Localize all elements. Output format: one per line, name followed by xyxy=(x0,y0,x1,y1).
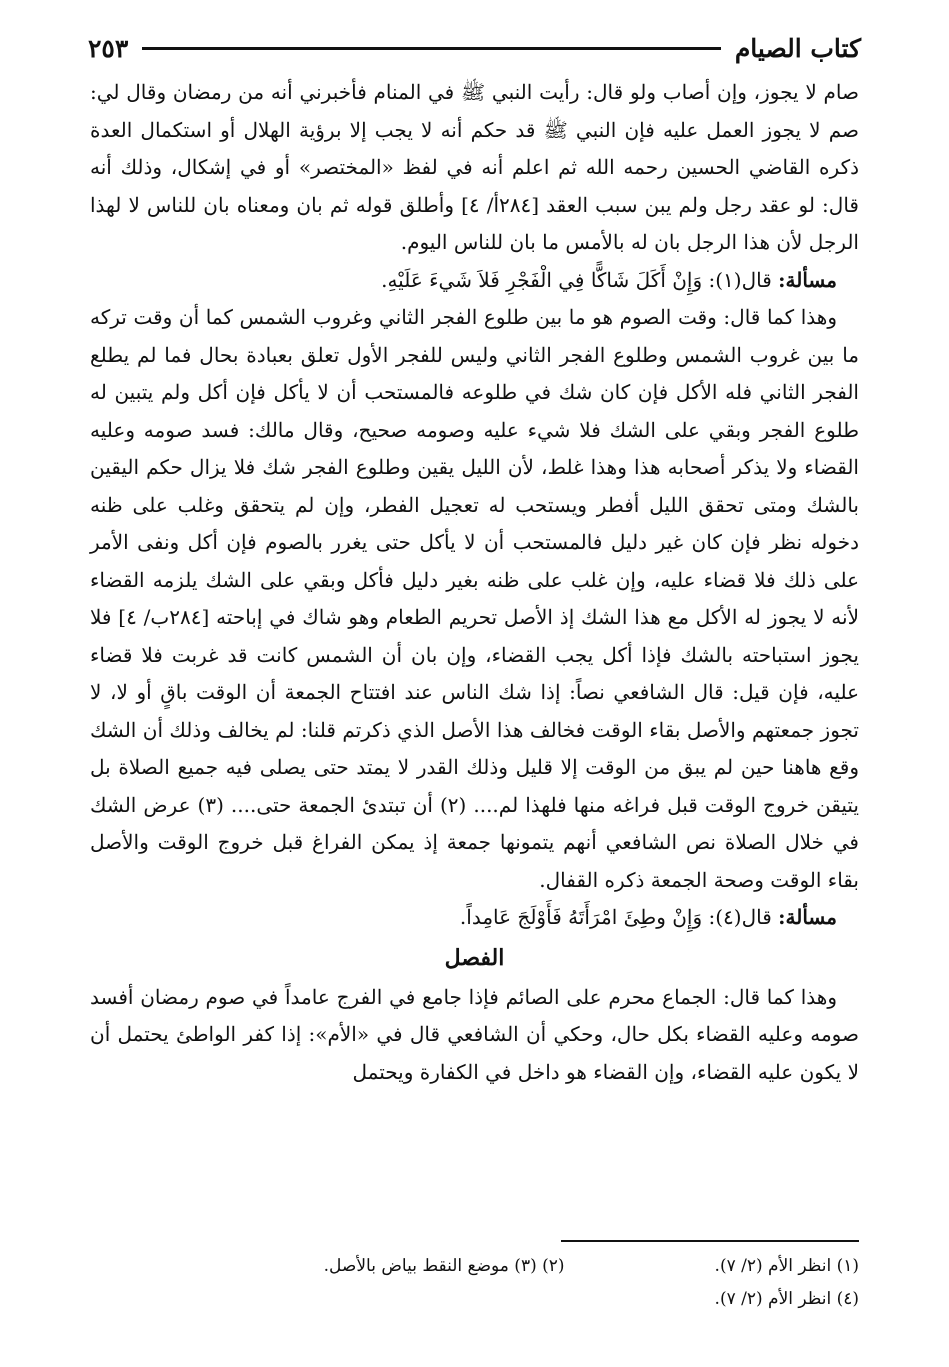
paragraph-1: صام لا يجوز، وإن أصاب ولو قال: رأيت النبي ﷺ في المنام فأخبرني أنه من رمضان وقال لي: صم لا يجوز العمل عليه فإن النبي ﷺ قد حكم أنه لا يجب إلا برؤية الهلال أو استكمال العدة ذكره القاضي الحسين رحمه الله ثم اعلم أنه في لفظ «المختصر» أو في إشكال، وذلك أنه قال: لو عقد رجل ولم يبن سبب العقد [٢٨٤أ/ ٤] وأطلق قوله ثم بان ومعناه بان للناس لا لهذا الرجل لأن هذا الرجل بان له بالأمس ما بان للناس اليوم. xyxy=(90,80,860,254)
footnote-4: (٤) انظر الأم (٢/ ٧). xyxy=(714,1289,859,1309)
footnote-rule xyxy=(561,1240,859,1242)
masala-1 xyxy=(90,262,859,300)
main-text xyxy=(90,74,859,1091)
header-rule xyxy=(142,47,721,50)
footnote-1: (١) انظر الأم (٢/ ٧). xyxy=(714,1256,859,1276)
masala-1-label: مسألة: xyxy=(778,267,837,292)
page-number: ٢٥٣ xyxy=(88,33,129,63)
masala-1-text: قال(١): وَإِنْ أَكَلَ شَاكًّا فِي الْفَجْرِ فَلاَ شَيءَ عَلَيْهِ. xyxy=(381,267,772,292)
paragraph-3: وهذا كما قال: الجماع محرم على الصائم فإذا جامع في الفرج عامداً في صوم رمضان أفسد صومه وعليه القضاء بكل حال، وحكي أن الشافعي قال في «الأم»: إذا كفر الواطئ يحتمل أن لا يكون عليه القضاء، وإن القضاء هو داخل في الكفارة ويحتمل xyxy=(90,984,859,1084)
footnotes xyxy=(90,1250,859,1316)
footnote-row-2 xyxy=(90,1283,859,1316)
chapter-title: كتاب الصيام xyxy=(734,33,861,63)
footnote-2-3: (٢) (٣) موضع النقط بياض بالأصل. xyxy=(323,1256,565,1276)
section-heading: الفصل xyxy=(444,944,505,971)
masala-2-text: قال(٤): وَإِنْ وطِئَ امْرَأَتَهُ فَأَوْلَجَ عَامِداً. xyxy=(459,905,772,929)
paragraph-2: وهذا كما قال: وقت الصوم هو ما بين طلوع الفجر الثاني وغروب الشمس كما أن وقت تركه ما بين غروب الشمس وطلوع الفجر الثاني وليس للفجر الأول تعلق بعبادة بحال فما لم يطلع الفجر الثاني فله الأكل فإن كان شك في طلوعه فالمستحب أن لا يأكل فإن أكل ولم يتبين له طلوع الفجر وبقي على الشك فلا شيء عليه وصومه صحيح، وقال مالك: فسد صومه وعليه القضاء ولا يذكر أصحابه هذا وهذا غلط، لأن الليل يقين وطلوع الفجر شك فلا يزال حكم اليقين بالشك ومتى تحقق الليل أفطر ويستحب له تعجيل الفطر، وإن لم يتحقق وغلب على ظنه دخوله نظر فإن كان غير دليل فالمستحب أن لا يأكل حتى يغرر بالصوم فإن أكل ونفى الأمر على ذلك فلا قضاء عليه، وإن غلب على ظنه بغير دليل فأكل وبقي على الشك يلزمه القضاء لأنه لا يجوز له الأكل مع هذا الشك إذ الأصل تحريم الطعام وهو شاك في إباحته [٢٨٤ب/ ٤] فلا يجوز استباحته بالشك فإذا أكل يجب القضاء، وإن بان أن الشمس كانت قد غربت فلا قضاء عليه، فإن قيل: قال الشافعي نصاً: إذا شك الناس عند افتتاح الجمعة أن الوقت باقٍ أو لا، لا تجوز جمعتهم والأصل بقاء الوقت فخالف هذا الأصل الذي ذكرتم قلنا: لم يخالف وذلك أن الشك وقع هاهنا حين لم يبق من الوقت إلا قليل وذلك القدر لا يمتد حتى يصلى فيه جميع الصلاة بل يتيقن خروج الوقت قبل فراغه منها فلهذا لم.... (٢) أن تبتدئ الجمعة حتى.... (٣) عرض الشك في خلال الصلاة نص الشافعي أنهم يتمونها جمعة إذ يمكن الفراغ قبل خروج الوقت والأصل بقاء الوقت وصحة الجمعة ذكره القفال. xyxy=(90,305,860,892)
masala-2 xyxy=(90,899,859,937)
footnote-row-1 xyxy=(90,1250,859,1283)
masala-2-label: مسألة: xyxy=(778,905,837,929)
page-header xyxy=(88,28,861,68)
